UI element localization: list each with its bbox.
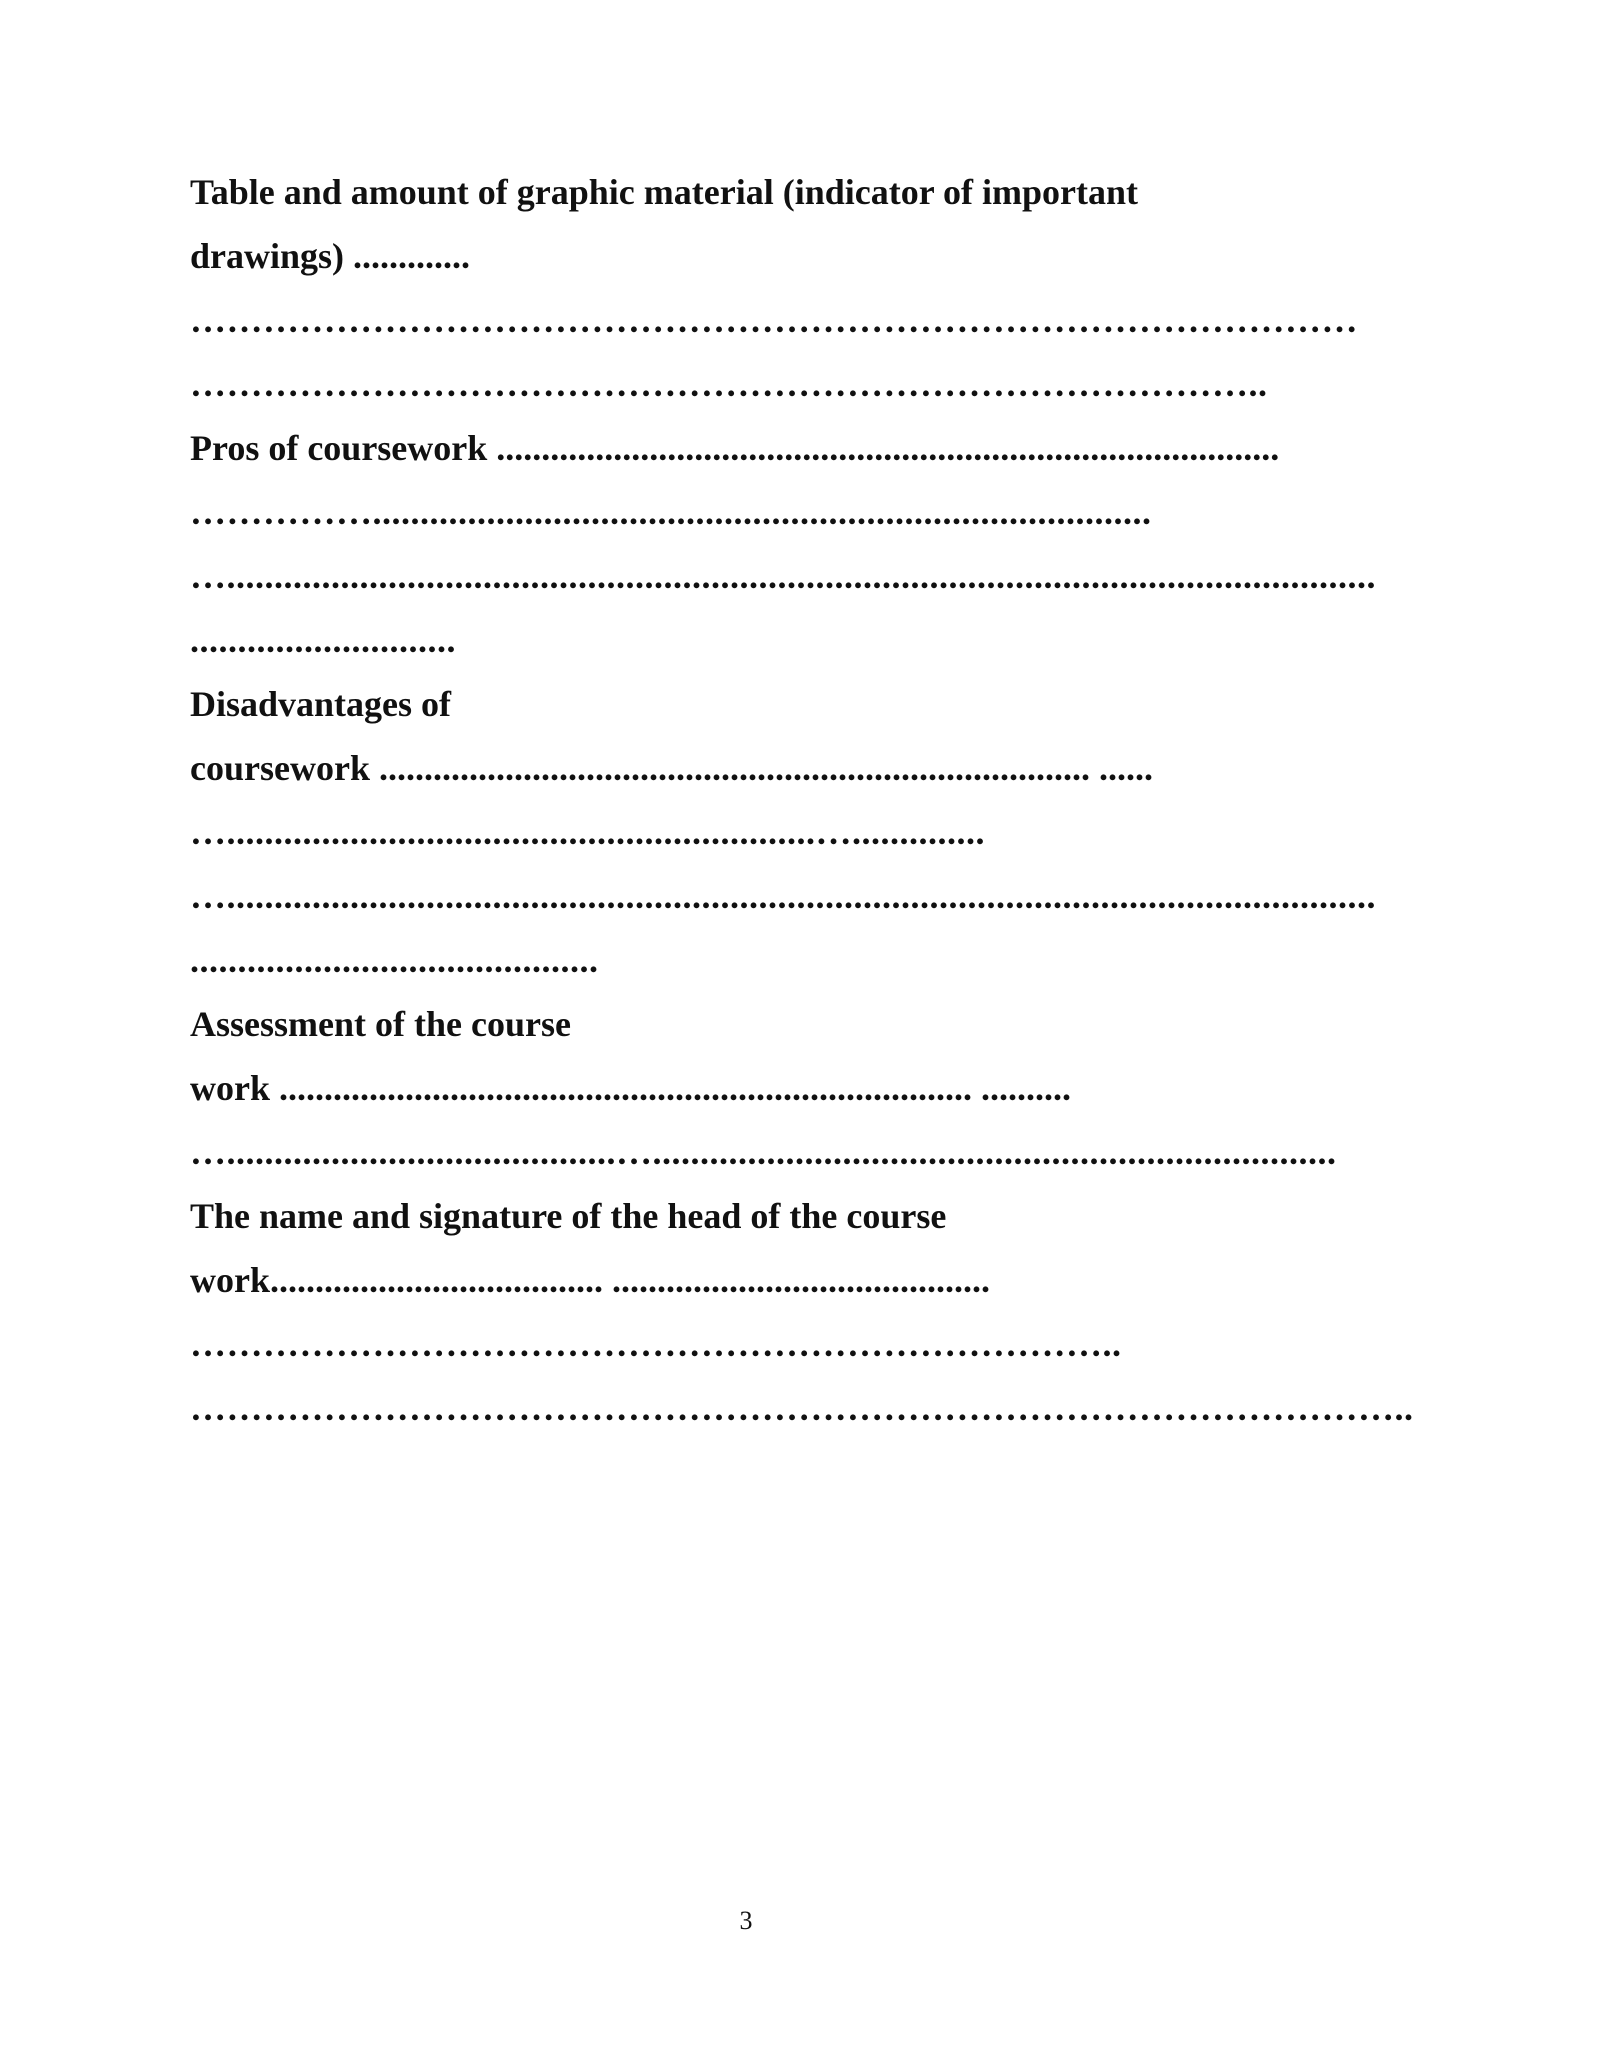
head-signature-fill-line-2: ……………………………………………………………………………………….. — [190, 1388, 1414, 1428]
graphic-material-heading: Table and amount of graphic material (indicator of important — [190, 172, 1139, 212]
pros-fill-line-1: …………….................................................................................. — [190, 492, 1152, 532]
disadvantages-fill-line-3: ........................................... — [190, 940, 599, 980]
graphic-material-fill-line-1: …………………………………………………………………………………… — [190, 300, 1358, 340]
disadvantages-heading-continued: coursework ............................................................................... ...... — [190, 748, 1153, 788]
assessment-fill-line-1: ….........................................…........................................................................ — [190, 1132, 1337, 1172]
head-signature-heading-continued: work..................................... .......................................... — [190, 1260, 990, 1300]
pros-fill-line-3: ............................ — [190, 620, 456, 660]
section-assessment — [190, 992, 1440, 1184]
graphic-material-heading-continued: drawings) ............. — [190, 236, 471, 276]
graphic-material-fill-line-2: …………………………………………………………………………….. — [190, 364, 1268, 404]
disadvantages-fill-line-2: …......................................................................................................................... — [190, 876, 1376, 916]
pros-fill-line-2: …......................................................................................................................... — [190, 556, 1376, 596]
page-content — [190, 160, 1440, 1440]
pros-heading: Pros of coursework ....................................................................................... — [190, 428, 1280, 468]
assessment-heading-continued: work ............................................................................. .......... — [190, 1068, 1071, 1108]
section-head-signature — [190, 1184, 1440, 1440]
section-graphic-material — [190, 160, 1440, 416]
head-signature-heading: The name and signature of the head of the course — [190, 1196, 947, 1236]
page-number: 3 — [739, 1906, 753, 1935]
section-pros — [190, 416, 1440, 672]
section-disadvantages — [190, 672, 1440, 992]
disadvantages-heading: Disadvantages of — [190, 684, 452, 724]
disadvantages-fill-line-1: …..............................................................….............. — [190, 812, 985, 852]
assessment-heading: Assessment of the course — [190, 1004, 571, 1044]
head-signature-fill-line-1: ………………………………………………………………….. — [190, 1324, 1122, 1364]
